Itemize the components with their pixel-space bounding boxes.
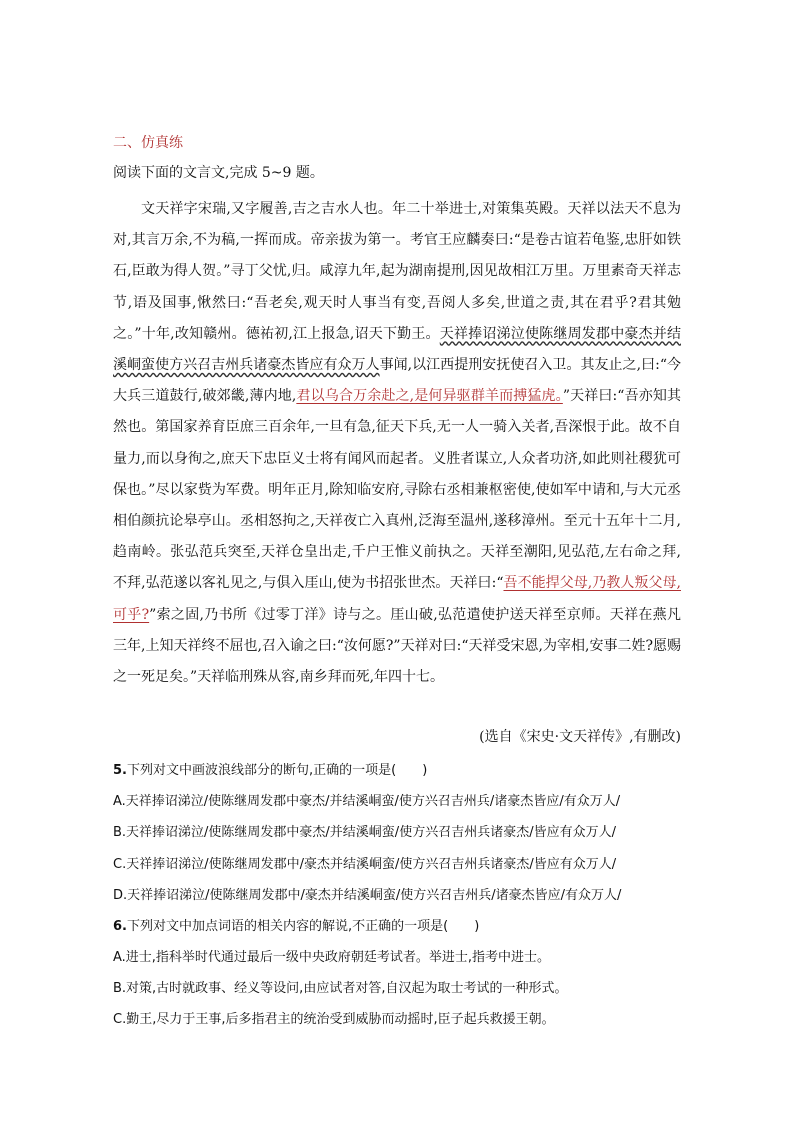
passage-source: (选自《宋史·文天祥传》,有删改) <box>479 729 681 745</box>
question-5-option-a: A.天祥捧诏涕泣/使陈继周发郡中豪杰/并结溪峒蛮/使方兴召吉州兵/诸豪杰皆应/有众万人/ <box>113 794 621 809</box>
question-5-stem <box>113 759 427 778</box>
question-6-option-b: B.对策,古时就政事、经义等设问,由应试者对答,自汉起为取士考试的一种形式。 <box>113 981 568 996</box>
question-6-option-a: A.进士,指科举时代通过最后一级中央政府朝廷考试者。举进士,指考中进士。 <box>113 950 551 965</box>
classical-passage <box>113 194 681 693</box>
passage-part-4: ”索之固,乃书所《过零丁洋》诗与之。厓山破,弘范遣使护送天祥至京师。天祥在燕凡三年,上知天祥终不屈也,召入谕之曰:“汝何愿?”天祥对曰:“天祥受宋恩,为宰相,安事二姓?愿赐之一死足矣。”天祥临刑殊从容,南乡拜而死,年四十七。 <box>113 606 681 686</box>
passage-part-2: 事闻,以江西提刑安抚使召入卫。其友止之,曰:“今大兵三道鼓行,破郊畿,薄内地, <box>113 357 682 405</box>
instruction-text: 阅读下面的文言文,完成 5~9 题。 <box>113 165 324 181</box>
question-6-stem <box>113 915 479 934</box>
question-5-number: 5. <box>113 763 127 778</box>
question-6-number: 6. <box>113 919 127 934</box>
passage-part-1: 文天祥字宋瑞,又字履善,吉之吉水人也。年二十举进士,对策集英殿。天祥以法天不息为对,其言万余,不为稿,一挥而成。帝亲拔为第一。考官王应麟奏曰:“是卷古谊若龟鉴,忠肝如铁石,臣敢为得人贺。”寻丁父忧,归。咸淳九年,起为湖南提刑,因见故相江万里。万里素奇天祥志节,语及国事,愀然曰:“吾老矣,观天时人事当有变,吾阅人多矣,世道之责,其在君乎?君其勉之。”十年,改知赣州。德祐初,江上报急,诏天下勤王。 <box>113 201 681 342</box>
wavy-underlined-text: 天祥捧诏涕泣使陈继周发郡中豪杰并结溪峒蛮使方兴召吉州兵诸豪杰皆应有众万人 <box>113 325 681 374</box>
question-5-text: 下列对文中画波浪线部分的断句,正确的一项是( ) <box>126 763 428 778</box>
passage-part-3: ”天祥曰:“吾亦知其然也。第国家养育臣庶三百余年,一旦有急,征天下兵,无一人一骑入关者,吾深恨于此。故不自量力,而以身徇之,庶天下忠臣义士将有闻风而起者。义胜者谋立,人众者功济,如此则社稷犹可保也。”尽以家赀为军费。明年正月,除知临安府,寻除右丞相兼枢密使,使如军中请和,与大元丞相伯颜抗论皋亭山。丞相怒拘之,天祥夜亡入真州,泛海至温州,遂移漳州。至元十五年十二月,趋南岭。张弘范兵突至,天祥仓皇出走,千户王惟义前执之。天祥至潮阳,见弘范,左右命之拜,不拜,弘范遂以客礼见之,与俱入厓山,使为书招张世杰。天祥曰:“ <box>113 388 682 592</box>
question-6-text: 下列对文中加点词语的相关内容的解说,不正确的一项是( ) <box>126 919 480 934</box>
section-title: 二、仿真练 <box>113 135 183 151</box>
red-underlined-sentence-2: 吾不能捍父母,乃教人叛父母,可乎? <box>113 575 681 623</box>
question-5-option-b: B.天祥捧诏涕泣/使陈继周发郡中豪杰/并结溪峒蛮/使方兴召吉州兵诸豪杰/皆应有众万人/ <box>113 825 616 840</box>
red-underlined-sentence-1: 君以乌合万余赴之,是何异驱群羊而搏猛虎。 <box>296 388 563 405</box>
question-5-option-d: D.天祥捧诏涕泣/使陈继周发郡中/豪杰并结溪峒蛮/使方兴召吉州兵/诸豪杰皆应/有众万人/ <box>113 888 622 903</box>
question-6-option-c: C.勤王,尽力于王事,后多指君主的统治受到威胁而动摇时,臣子起兵救援王朝。 <box>113 1012 555 1027</box>
question-5-option-c: C.天祥捧诏涕泣/使陈继周发郡中/豪杰并结溪峒蛮/使方兴召吉州兵诸豪杰/皆应有众万人/ <box>113 857 617 872</box>
